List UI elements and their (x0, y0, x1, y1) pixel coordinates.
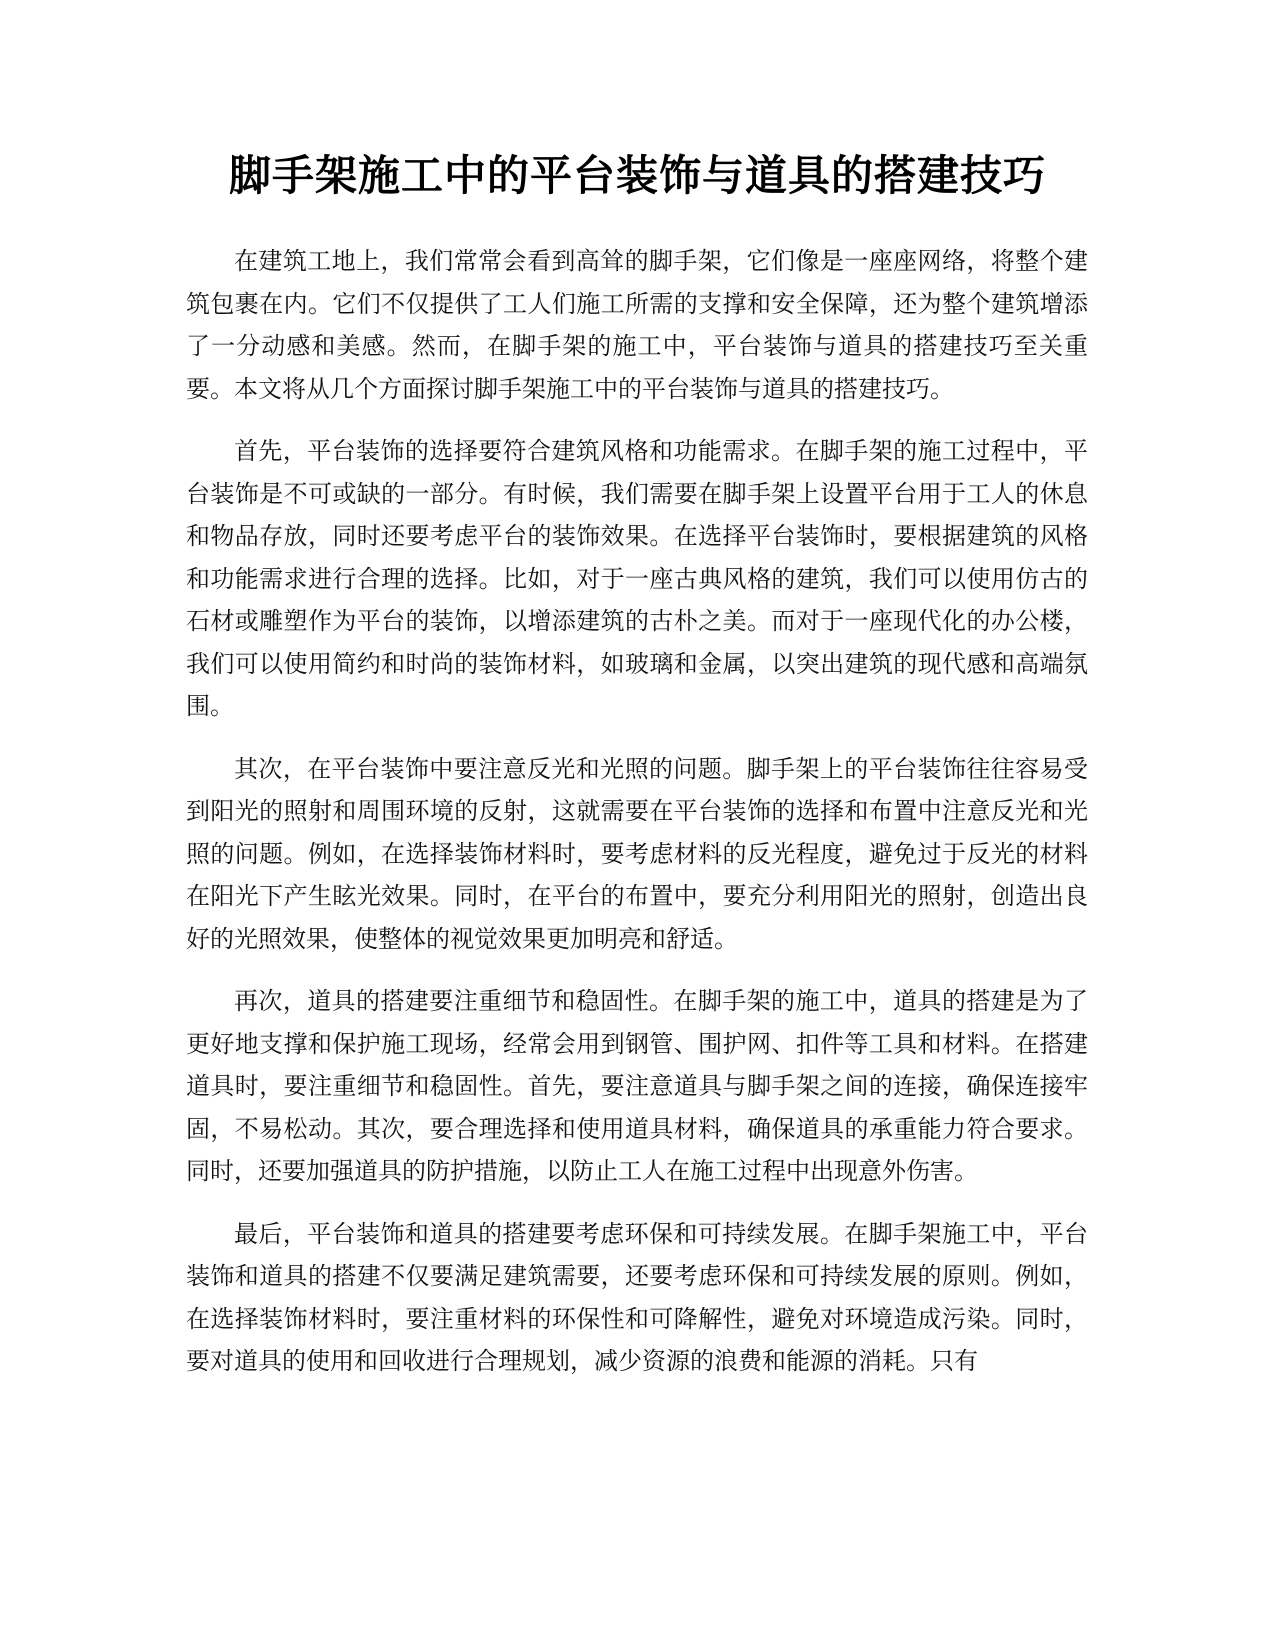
paragraph-second: 其次，在平台装饰中要注意反光和光照的问题。脚手架上的平台装饰往往容易受到阳光的照射和周围环境的反射，这就需要在平台装饰的选择和布置中注意反光和光照的问题。例如，在选择装饰材料时，要考虑材料的反光程度，避免过于反光的材料在阳光下产生眩光效果。同时，在平台的布置中，要充分利用阳光的照射，创造出良好的光照效果，使整体的视觉效果更加明亮和舒适。 (186, 754, 1088, 953)
paragraph-intro: 在建筑工地上，我们常常会看到高耸的脚手架，它们像是一座座网络，将整个建筑包裹在内。它们不仅提供了工人们施工所需的支撑和安全保障，还为整个建筑增添了一分动感和美感。然而，在脚手架的施工中，平台装饰与道具的搭建技巧至关重要。本文将从几个方面探讨脚手架施工中的平台装饰与道具的搭建技巧。 (186, 247, 1088, 403)
document-title: 脚手架施工中的平台装饰与道具的搭建技巧 (228, 151, 1046, 200)
paragraph-first: 首先，平台装饰的选择要符合建筑风格和功能需求。在脚手架的施工过程中，平台装饰是不可或缺的一部分。有时候，我们需要在脚手架上设置平台用于工人的休息和物品存放，同时还要考虑平台的装饰效果。在选择平台装饰时，要根据建筑的风格和功能需求进行合理的选择。比如，对于一座古典风格的建筑，我们可以使用仿古的石材或雕塑作为平台的装饰，以增添建筑的古朴之美。而对于一座现代化的办公楼，我们可以使用简约和时尚的装饰材料，如玻璃和金属，以突出建筑的现代感和高端氛围。 (186, 437, 1088, 720)
paragraph-last: 最后，平台装饰和道具的搭建要考虑环保和可持续发展。在脚手架施工中，平台装饰和道具的搭建不仅要满足建筑需要，还要考虑环保和可持续发展的原则。例如，在选择装饰材料时，要注重材料的环保性和可降解性，避免对环境造成污染。同时，要对道具的使用和回收进行合理规划，减少资源的浪费和能源的消耗。只有 (186, 1219, 1088, 1375)
document-body (186, 240, 1088, 1403)
paragraph-third: 再次，道具的搭建要注重细节和稳固性。在脚手架的施工中，道具的搭建是为了更好地支撑和保护施工现场，经常会用到钢管、围护网、扣件等工具和材料。在搭建道具时，要注重细节和稳固性。首先，要注意道具与脚手架之间的连接，确保连接牢固，不易松动。其次，要合理选择和使用道具材料，确保道具的承重能力符合要求。同时，还要加强道具的防护措施，以防止工人在施工过程中出现意外伤害。 (186, 987, 1088, 1185)
